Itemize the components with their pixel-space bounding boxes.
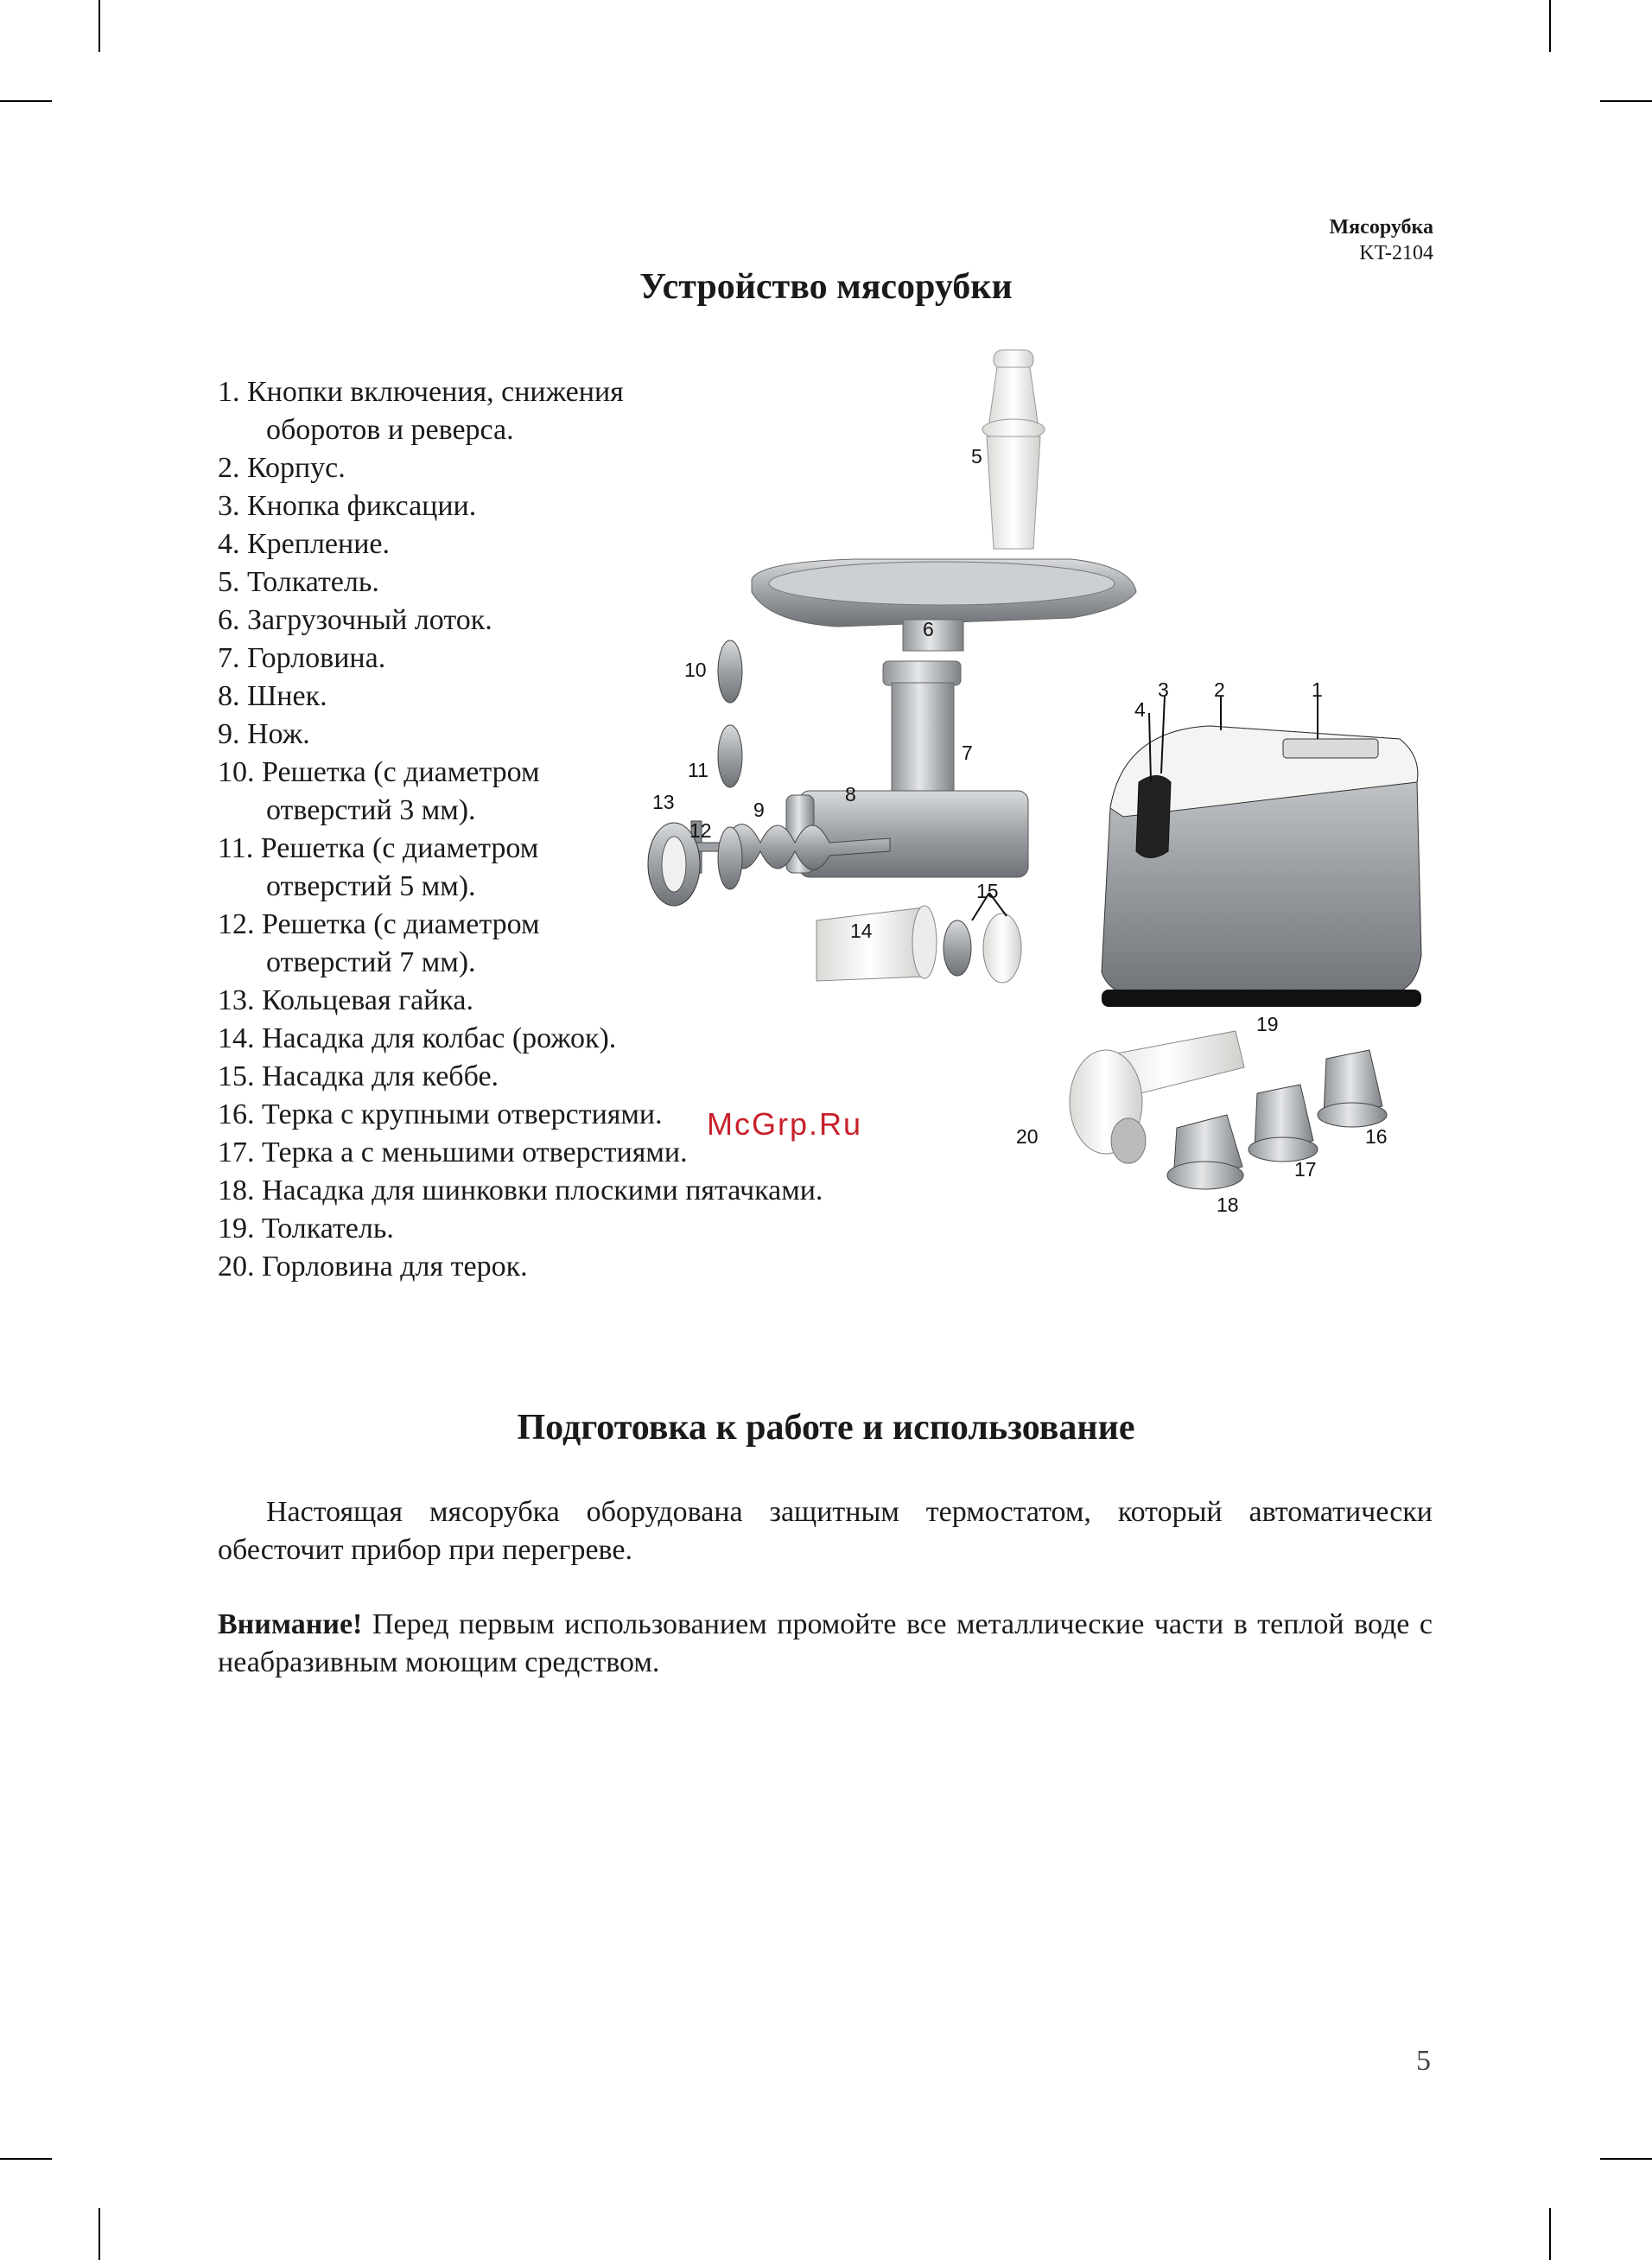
parts-item-text: 20. Горловина для терок. [218, 1251, 528, 1283]
section-title-device: Устройство мясорубки [639, 267, 1013, 307]
callout-5: 5 [971, 445, 982, 468]
callout-2: 2 [1214, 678, 1225, 701]
parts-item-text: 6. Загрузочный лоток. [218, 604, 492, 636]
parts-item-continuation: отверстий 7 мм). [266, 946, 476, 978]
callout-15: 15 [976, 880, 999, 902]
parts-item-text: 16. Терка с крупными отверстиями. [218, 1098, 663, 1130]
callout-13: 13 [652, 791, 675, 813]
parts-item-text: 14. Насадка для колбас (рожок). [218, 1022, 617, 1054]
callout-1: 1 [1312, 678, 1323, 701]
header-model: KT-2104 [1359, 242, 1433, 264]
motor-body [1102, 726, 1421, 1007]
crop-mark [98, 2208, 100, 2260]
callout-19: 19 [1256, 1013, 1279, 1035]
parts-item-text: 5. Толкатель. [218, 566, 379, 598]
parts-item-text: 2. Корпус. [218, 452, 346, 484]
callout-12: 12 [689, 819, 712, 842]
parts-item-text: 10. Решетка (с диаметром [218, 756, 540, 788]
crop-mark [0, 2158, 52, 2160]
section-title-prep: Подготовка к работе и использование [517, 1408, 1135, 1448]
callout-9: 9 [753, 799, 765, 821]
callout-10: 10 [684, 659, 707, 681]
parts-item-text: 7. Горловина. [218, 642, 386, 674]
callout-8: 8 [845, 783, 856, 805]
parts-item-text: 4. Крепление. [218, 528, 391, 560]
crop-mark [0, 100, 52, 102]
callout-20: 20 [1016, 1125, 1039, 1148]
parts-list-item [218, 1248, 823, 1286]
sausage-horn [816, 906, 937, 981]
parts-item-text: 3. Кнопка фиксации. [218, 490, 477, 522]
parts-item-text: 8. Шнек. [218, 680, 327, 712]
parts-item-text: 12. Решетка (с диаметром [218, 908, 540, 940]
callout-18: 18 [1217, 1194, 1239, 1216]
page-number: 5 [1416, 2045, 1431, 2077]
warning-text: Перед первым использованием промойте все металлические части в теплой воде с неабразивным моющим средством. [218, 1608, 1433, 1678]
callout-17: 17 [1294, 1158, 1317, 1181]
parts-item-continuation: отверстий 3 мм). [266, 794, 476, 826]
kebbe-attachment [944, 914, 1021, 983]
parts-item-continuation: оборотов и реверса. [266, 414, 514, 446]
crop-mark [1549, 2208, 1551, 2260]
parts-item-continuation: отверстий 5 мм). [266, 870, 476, 902]
warning-label: Внимание! [218, 1608, 363, 1640]
parts-item-text: 18. Насадка для шинковки плоскими пятачками. [218, 1175, 823, 1206]
parts-item-text: 1. Кнопки включения, снижения [218, 376, 624, 408]
parts-item-text: 15. Насадка для кеббе. [218, 1060, 499, 1092]
pusher-part [982, 350, 1045, 549]
watermark: McGrp.Ru [707, 1106, 863, 1142]
callout-7: 7 [962, 742, 973, 764]
callout-6: 6 [923, 618, 934, 640]
parts-item-text: 19. Толкатель. [218, 1213, 394, 1245]
parts-item-text: 17. Терка а с меньшими отверстиями. [218, 1136, 688, 1168]
crop-mark [1600, 100, 1652, 102]
callout-11: 11 [688, 759, 708, 781]
warning-paragraph [218, 1606, 1433, 1682]
thermostat-paragraph: Настоящая мясорубка оборудована защитным термостатом, который автоматически обесточит прибор при перегреве. [218, 1496, 1433, 1566]
parts-item-text: 9. Нож. [218, 718, 310, 750]
parts-item-text: 13. Кольцевая гайка. [218, 984, 473, 1016]
feeding-tray [752, 559, 1136, 651]
grid-plates [718, 640, 742, 889]
callout-16: 16 [1365, 1125, 1388, 1148]
callout-14: 14 [850, 920, 873, 942]
parts-item-text: 11. Решетка (с диаметром [218, 832, 539, 864]
crop-mark [1600, 2158, 1652, 2160]
crop-mark [98, 0, 100, 52]
callout-3: 3 [1158, 678, 1169, 701]
running-header [1330, 214, 1433, 266]
crop-mark [1549, 0, 1551, 52]
callout-4: 4 [1134, 698, 1146, 721]
header-product: Мясорубка [1329, 216, 1433, 239]
